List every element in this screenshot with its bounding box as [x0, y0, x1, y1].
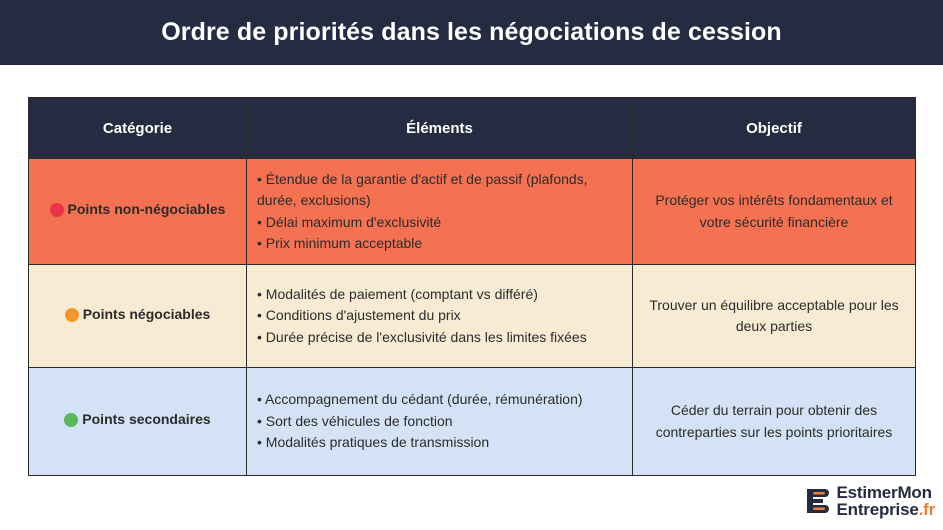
category-label: Points négociables: [82, 305, 211, 322]
page-title: Ordre de priorités dans les négociations de cession: [161, 18, 782, 46]
objective-cell: Trouver un équilibre acceptable pour les deux parties: [633, 265, 916, 368]
header-elements: Éléments: [247, 98, 633, 159]
green-dot-icon: [64, 413, 78, 427]
title-banner: [0, 0, 943, 65]
category-cell: [29, 159, 247, 265]
logo-text-entreprise: Entreprise: [836, 500, 919, 519]
elements-cell: [247, 368, 633, 476]
logo-text-line2: [837, 501, 936, 518]
element-item: • Accompagnement du cédant (durée, rémunération): [257, 391, 583, 408]
table-header-row: [29, 98, 916, 159]
estimermonentreprise-logo-icon: [805, 485, 831, 517]
orange-dot-icon: [65, 308, 79, 322]
element-item: • Sort des véhicules de fonction: [257, 412, 453, 429]
logo-text-line1: EstimerMon: [836, 483, 932, 502]
element-item: • Étendue de la garantie d'actif et de passif (plafonds, durée, exclusions): [257, 170, 588, 208]
element-item: • Modalités pratiques de transmission: [257, 434, 490, 451]
element-item: • Délai maximum d'exclusivité: [257, 213, 442, 230]
red-dot-icon: [50, 203, 64, 217]
element-item: • Durée précise de l'exclusivité dans les limites fixées: [257, 328, 587, 345]
category-label: Points non-négociables: [67, 201, 226, 218]
table-row-non-negociables: [29, 159, 916, 265]
category-label: Points secondaires: [82, 411, 211, 428]
objective-cell: Protéger vos intérêts fondamentaux et votre sécurité financière: [633, 159, 916, 265]
logo-text-tld: .fr: [918, 500, 935, 519]
objective-cell: Céder du terrain pour obtenir des contreparties sur les points prioritaires: [633, 368, 916, 476]
header-categorie: Catégorie: [29, 98, 247, 159]
elements-cell: [247, 265, 633, 368]
category-cell: [29, 368, 247, 476]
element-item: • Modalités de paiement (comptant vs différé): [257, 285, 538, 302]
table-row-secondaires: [29, 368, 916, 476]
brand-logo: [805, 484, 936, 518]
header-objectif: Objectif: [633, 98, 916, 159]
category-cell: [29, 265, 247, 368]
priorities-table: [28, 97, 916, 476]
element-item: • Prix minimum acceptable: [257, 235, 423, 251]
elements-cell: [247, 159, 633, 265]
table-row-negociables: [29, 265, 916, 368]
element-item: • Conditions d'ajustement du prix: [257, 307, 461, 324]
